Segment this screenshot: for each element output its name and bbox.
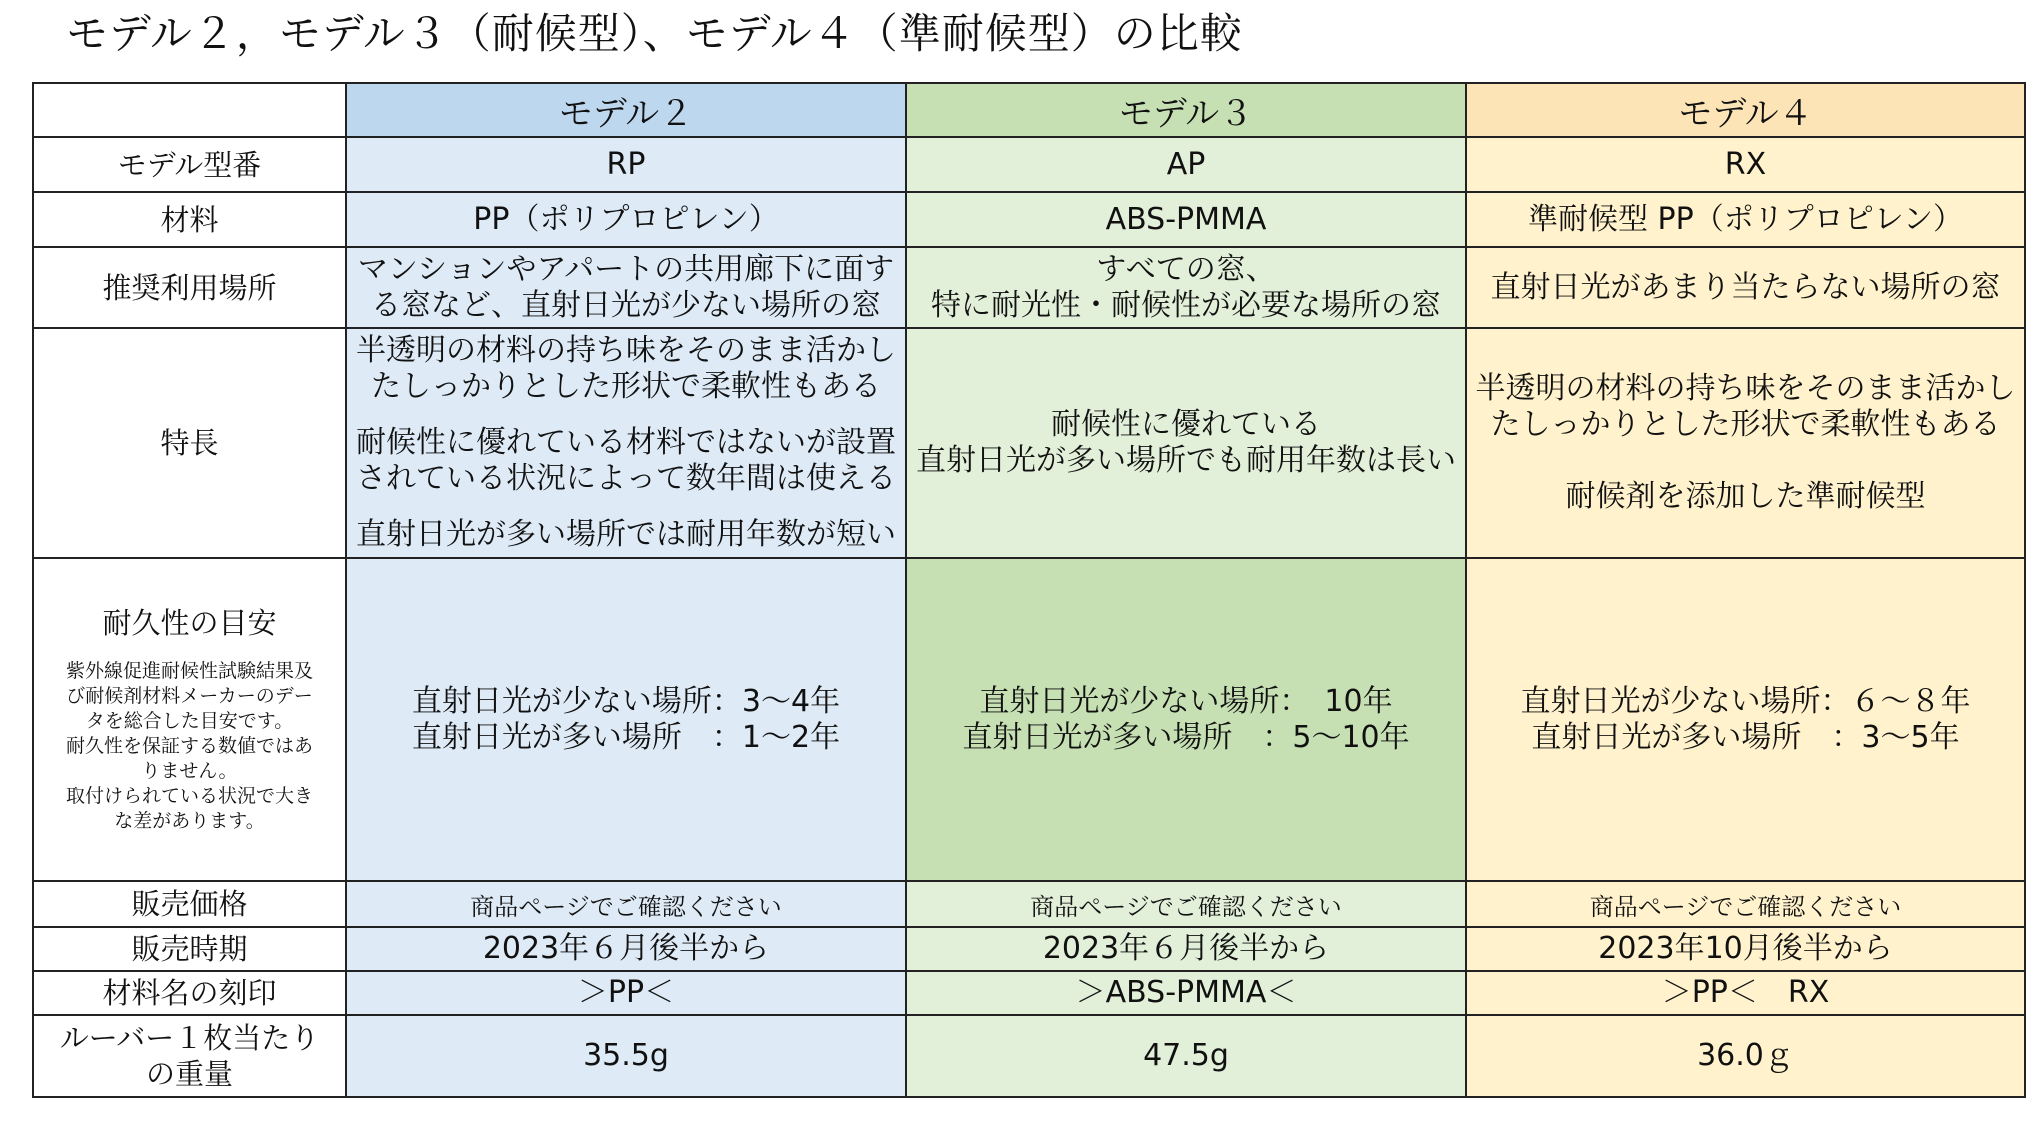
- model4-weight: 36.0ｇ: [1466, 1015, 2025, 1097]
- row-stamp: [33, 971, 2025, 1015]
- model3-stamp: ＞ABS-PMMA＜: [906, 971, 1466, 1015]
- model3-material: ABS-PMMA: [906, 192, 1466, 247]
- model4-price: 商品ページでご確認ください: [1466, 881, 2025, 927]
- corner-cell: [33, 83, 346, 137]
- model4-durability: 直射日光が少ない場所：６〜８年 直射日光が多い場所 ：3〜5年: [1466, 558, 2025, 881]
- header-model3: モデル３: [906, 83, 1466, 137]
- model2-price: 商品ページでご確認ください: [346, 881, 906, 927]
- model2-number: RP: [346, 137, 906, 192]
- model3-features: 耐候性に優れている 直射日光が多い場所でも耐用年数は長い: [906, 328, 1466, 558]
- model4-features: 半透明の材料の持ち味をそのまま活かし たしっかりとした形状で柔軟性もある 耐候剤を添加した準耐候型: [1466, 328, 2025, 558]
- row-price: [33, 881, 2025, 927]
- model3-location: すべての窓、 特に耐光性・耐候性が必要な場所の窓: [906, 247, 1466, 328]
- model4-location: 直射日光があまり当たらない場所の窓: [1466, 247, 2025, 328]
- row-material: [33, 192, 2025, 247]
- row-features: [33, 328, 2025, 558]
- label-durability: [33, 558, 346, 881]
- model2-material: PP（ポリプロピレン）: [346, 192, 906, 247]
- model4-sales-period: 2023年10月後半から: [1466, 927, 2025, 971]
- model3-number: AP: [906, 137, 1466, 192]
- row-durability: [33, 558, 2025, 881]
- durability-title: 耐久性の目安: [102, 606, 277, 640]
- model3-price: 商品ページでご確認ください: [906, 881, 1466, 927]
- page-title: モデル２，モデル３（耐候型）、モデル４（準耐候型）の比較: [66, 9, 1243, 58]
- model2-sales-period: 2023年６月後半から: [346, 927, 906, 971]
- model2-weight: 35.5g: [346, 1015, 906, 1097]
- label-price: 販売価格: [33, 881, 346, 927]
- durability-note: 紫外線促進耐候性試験結果及 び耐候剤材料メーカーのデー タを総合した目安です。 耐久性を保証する数値ではあ りません。 取付けられている状況で大き な差があります。: [65, 660, 313, 832]
- label-weight: ルーバー１枚当たり の重量: [33, 1015, 346, 1097]
- header-model2: モデル２: [346, 83, 906, 137]
- row-model-number: [33, 137, 2025, 192]
- model3-sales-period: 2023年６月後半から: [906, 927, 1466, 971]
- label-material: 材料: [33, 192, 346, 247]
- model3-weight: 47.5g: [906, 1015, 1466, 1097]
- model2-durability: 直射日光が少ない場所：3〜4年 直射日光が多い場所 ：1〜2年: [346, 558, 906, 881]
- model4-stamp: ＞PP＜ RX: [1466, 971, 2025, 1015]
- label-model-number: モデル型番: [33, 137, 346, 192]
- row-sales-period: [33, 927, 2025, 971]
- row-location: [33, 247, 2025, 328]
- comparison-table: [32, 82, 2026, 1098]
- model4-number: RX: [1466, 137, 2025, 192]
- label-sales-period: 販売時期: [33, 927, 346, 971]
- header-row: [33, 83, 2025, 137]
- row-weight: [33, 1015, 2025, 1097]
- model2-location: マンションやアパートの共用廊下に面す る窓など、直射日光が少ない場所の窓: [346, 247, 906, 328]
- label-stamp: 材料名の刻印: [33, 971, 346, 1015]
- label-location: 推奨利用場所: [33, 247, 346, 328]
- model3-durability: 直射日光が少ない場所： 10年 直射日光が多い場所 ：5〜10年: [906, 558, 1466, 881]
- model4-material: 準耐候型 PP（ポリプロピレン）: [1466, 192, 2025, 247]
- model2-features: 半透明の材料の持ち味をそのまま活かし たしっかりとした形状で柔軟性もある 耐候性に優れている材料ではないが設置 されている状況によって数年間は使える 直射日光が多い場所では耐用年数が短い: [346, 328, 906, 558]
- header-model4: モデル４: [1466, 83, 2025, 137]
- model2-stamp: ＞PP＜: [346, 971, 906, 1015]
- label-features: 特長: [33, 328, 346, 558]
